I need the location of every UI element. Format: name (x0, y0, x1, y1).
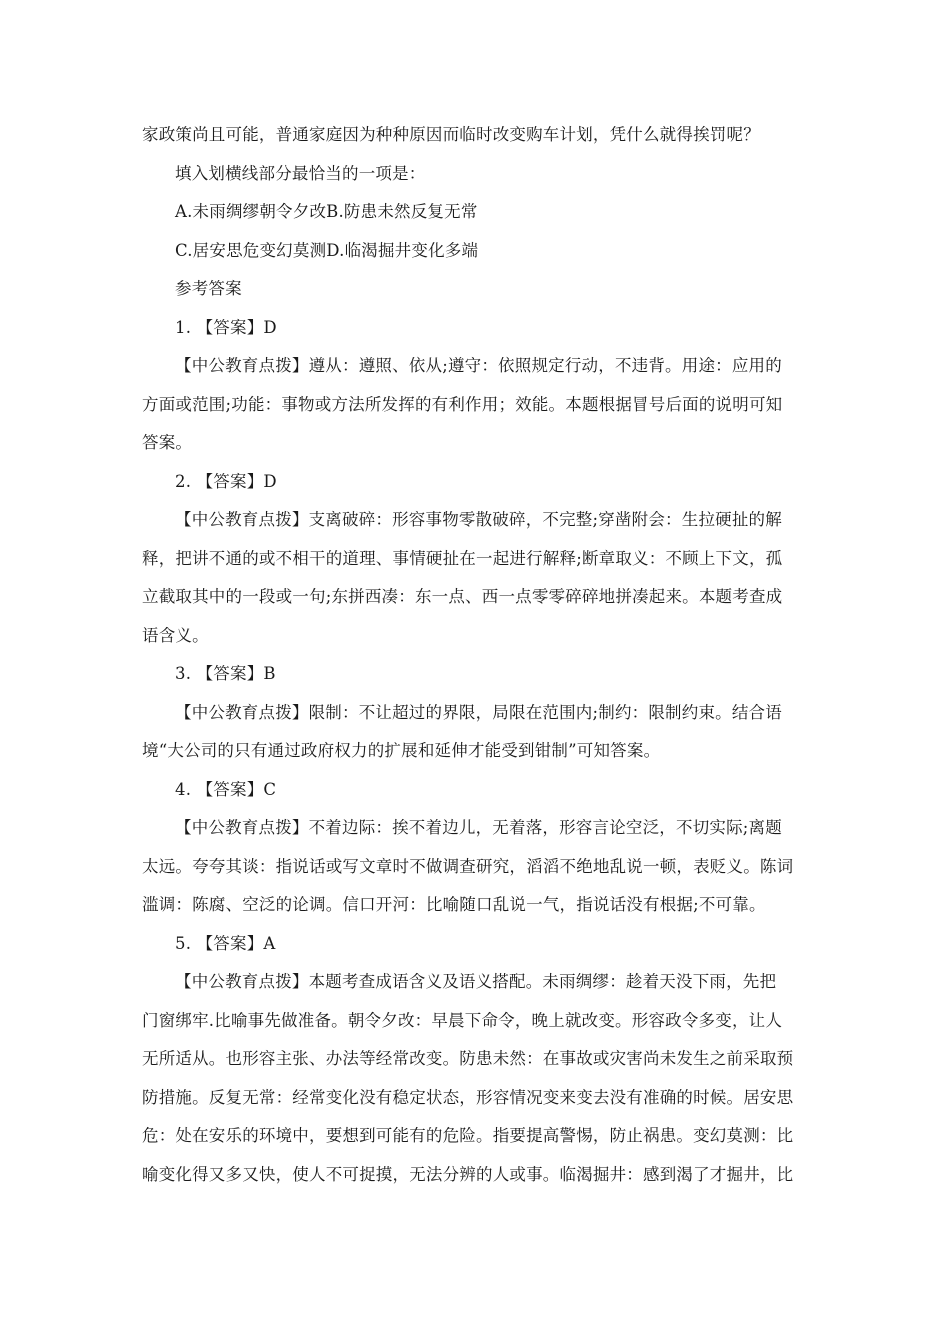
explanation-line: 【中公教育点拨】限制：不让超过的界限，局限在范围内;制约：限制约束。结合语 (175, 702, 782, 722)
document-body (142, 116, 810, 1194)
explanation-line: 防措施。反复无常：经常变化没有稳定状态，形容情况变来变去没有准确的时候。居安思 (142, 1087, 794, 1107)
explanation-line: 危：处在安乐的环境中，要想到可能有的危险。指要提高警惕，防止祸患。变幻莫测：比 (142, 1126, 794, 1145)
reference-heading: 参考答案 (175, 279, 242, 298)
answer-label: 1. 【答案】D (175, 317, 277, 337)
explanation-line: 语含义。 (142, 625, 209, 645)
answer-block (142, 925, 810, 1195)
explanation-line: 【中公教育点拨】支离破碎：形容事物零散破碎，不完整;穿凿附会：生拉硬扯的解 (175, 510, 782, 529)
explanation-line: 【中公教育点拨】本题考查成语含义及语义搭配。未雨绸缪：趁着天没下雨，先把 (175, 972, 777, 991)
answer-label: 2. 【答案】D (175, 471, 277, 491)
explanation-line: 喻变化得又多又快，使人不可捉摸，无法分辨的人或事。临渴掘井：感到渴了才掘井，比 (142, 1164, 794, 1184)
question-prompt: 填入划横线部分最恰当的一项是： (175, 163, 426, 183)
explanation-line: 方面或范围;功能：事物或方法所发挥的有利作用；效能。本题根据冒号后面的说明可知 (142, 394, 783, 414)
explanation-line: 境“大公司的只有通过政府权力的扩展和延伸才能受到钳制”可知答案。 (142, 741, 661, 760)
explanation-line: 立截取其中的一段或一句;东拼西凑：东一点、西一点零零碎碎地拼凑起来。本题考查成 (142, 587, 783, 606)
explanation-line: 太远。夸夸其谈：指说话或写文章时不做调查研究，滔滔不绝地乱说一顿，表贬义。陈词 (142, 856, 794, 876)
option-line: C.居安思危变幻莫测D.临渴掘井变化多端 (175, 240, 479, 260)
answer-block (142, 771, 810, 925)
answer-label: 5. 【答案】A (175, 933, 276, 953)
option-line: A.未雨绸缪朝令夕改B.防患未然反复无常 (175, 202, 478, 221)
explanation-line: 【中公教育点拨】遵从：遵照、依从;遵守：依照规定行动，不违背。用途：应用的 (175, 356, 782, 375)
answer-label: 4. 【答案】C (175, 779, 277, 799)
answer-block (142, 655, 810, 771)
answer-block (142, 309, 810, 463)
answer-block (142, 463, 810, 656)
explanation-line: 释，把讲不通的或不相干的道理、事情硬扯在一起进行解释;断章取义：不顾上下文，孤 (142, 548, 783, 568)
answer-label: 3. 【答案】B (175, 664, 276, 683)
explanation-line: 门窗绑牢.比喻事先做准备。朝令夕改：早晨下命令，晚上就改变。形容政令多变，让人 (142, 1010, 783, 1030)
intro-line: 家政策尚且可能，普通家庭因为种种原因而临时改变购车计划，凭什么就得挨罚呢？ (142, 125, 760, 144)
explanation-line: 【中公教育点拨】不着边际：挨不着边儿，无着落，形容言论空泛，不切实际;离题 (175, 818, 782, 837)
explanation-line: 滥调：陈腐、空泛的论调。信口开河：比喻随口乱说一气，指说话没有根据;不可靠。 (142, 895, 766, 914)
explanation-line: 答案。 (142, 433, 193, 452)
explanation-line: 无所适从。也形容主张、办法等经常改变。防患未然：在事故或灾害尚未发生之前采取预 (142, 1049, 794, 1068)
